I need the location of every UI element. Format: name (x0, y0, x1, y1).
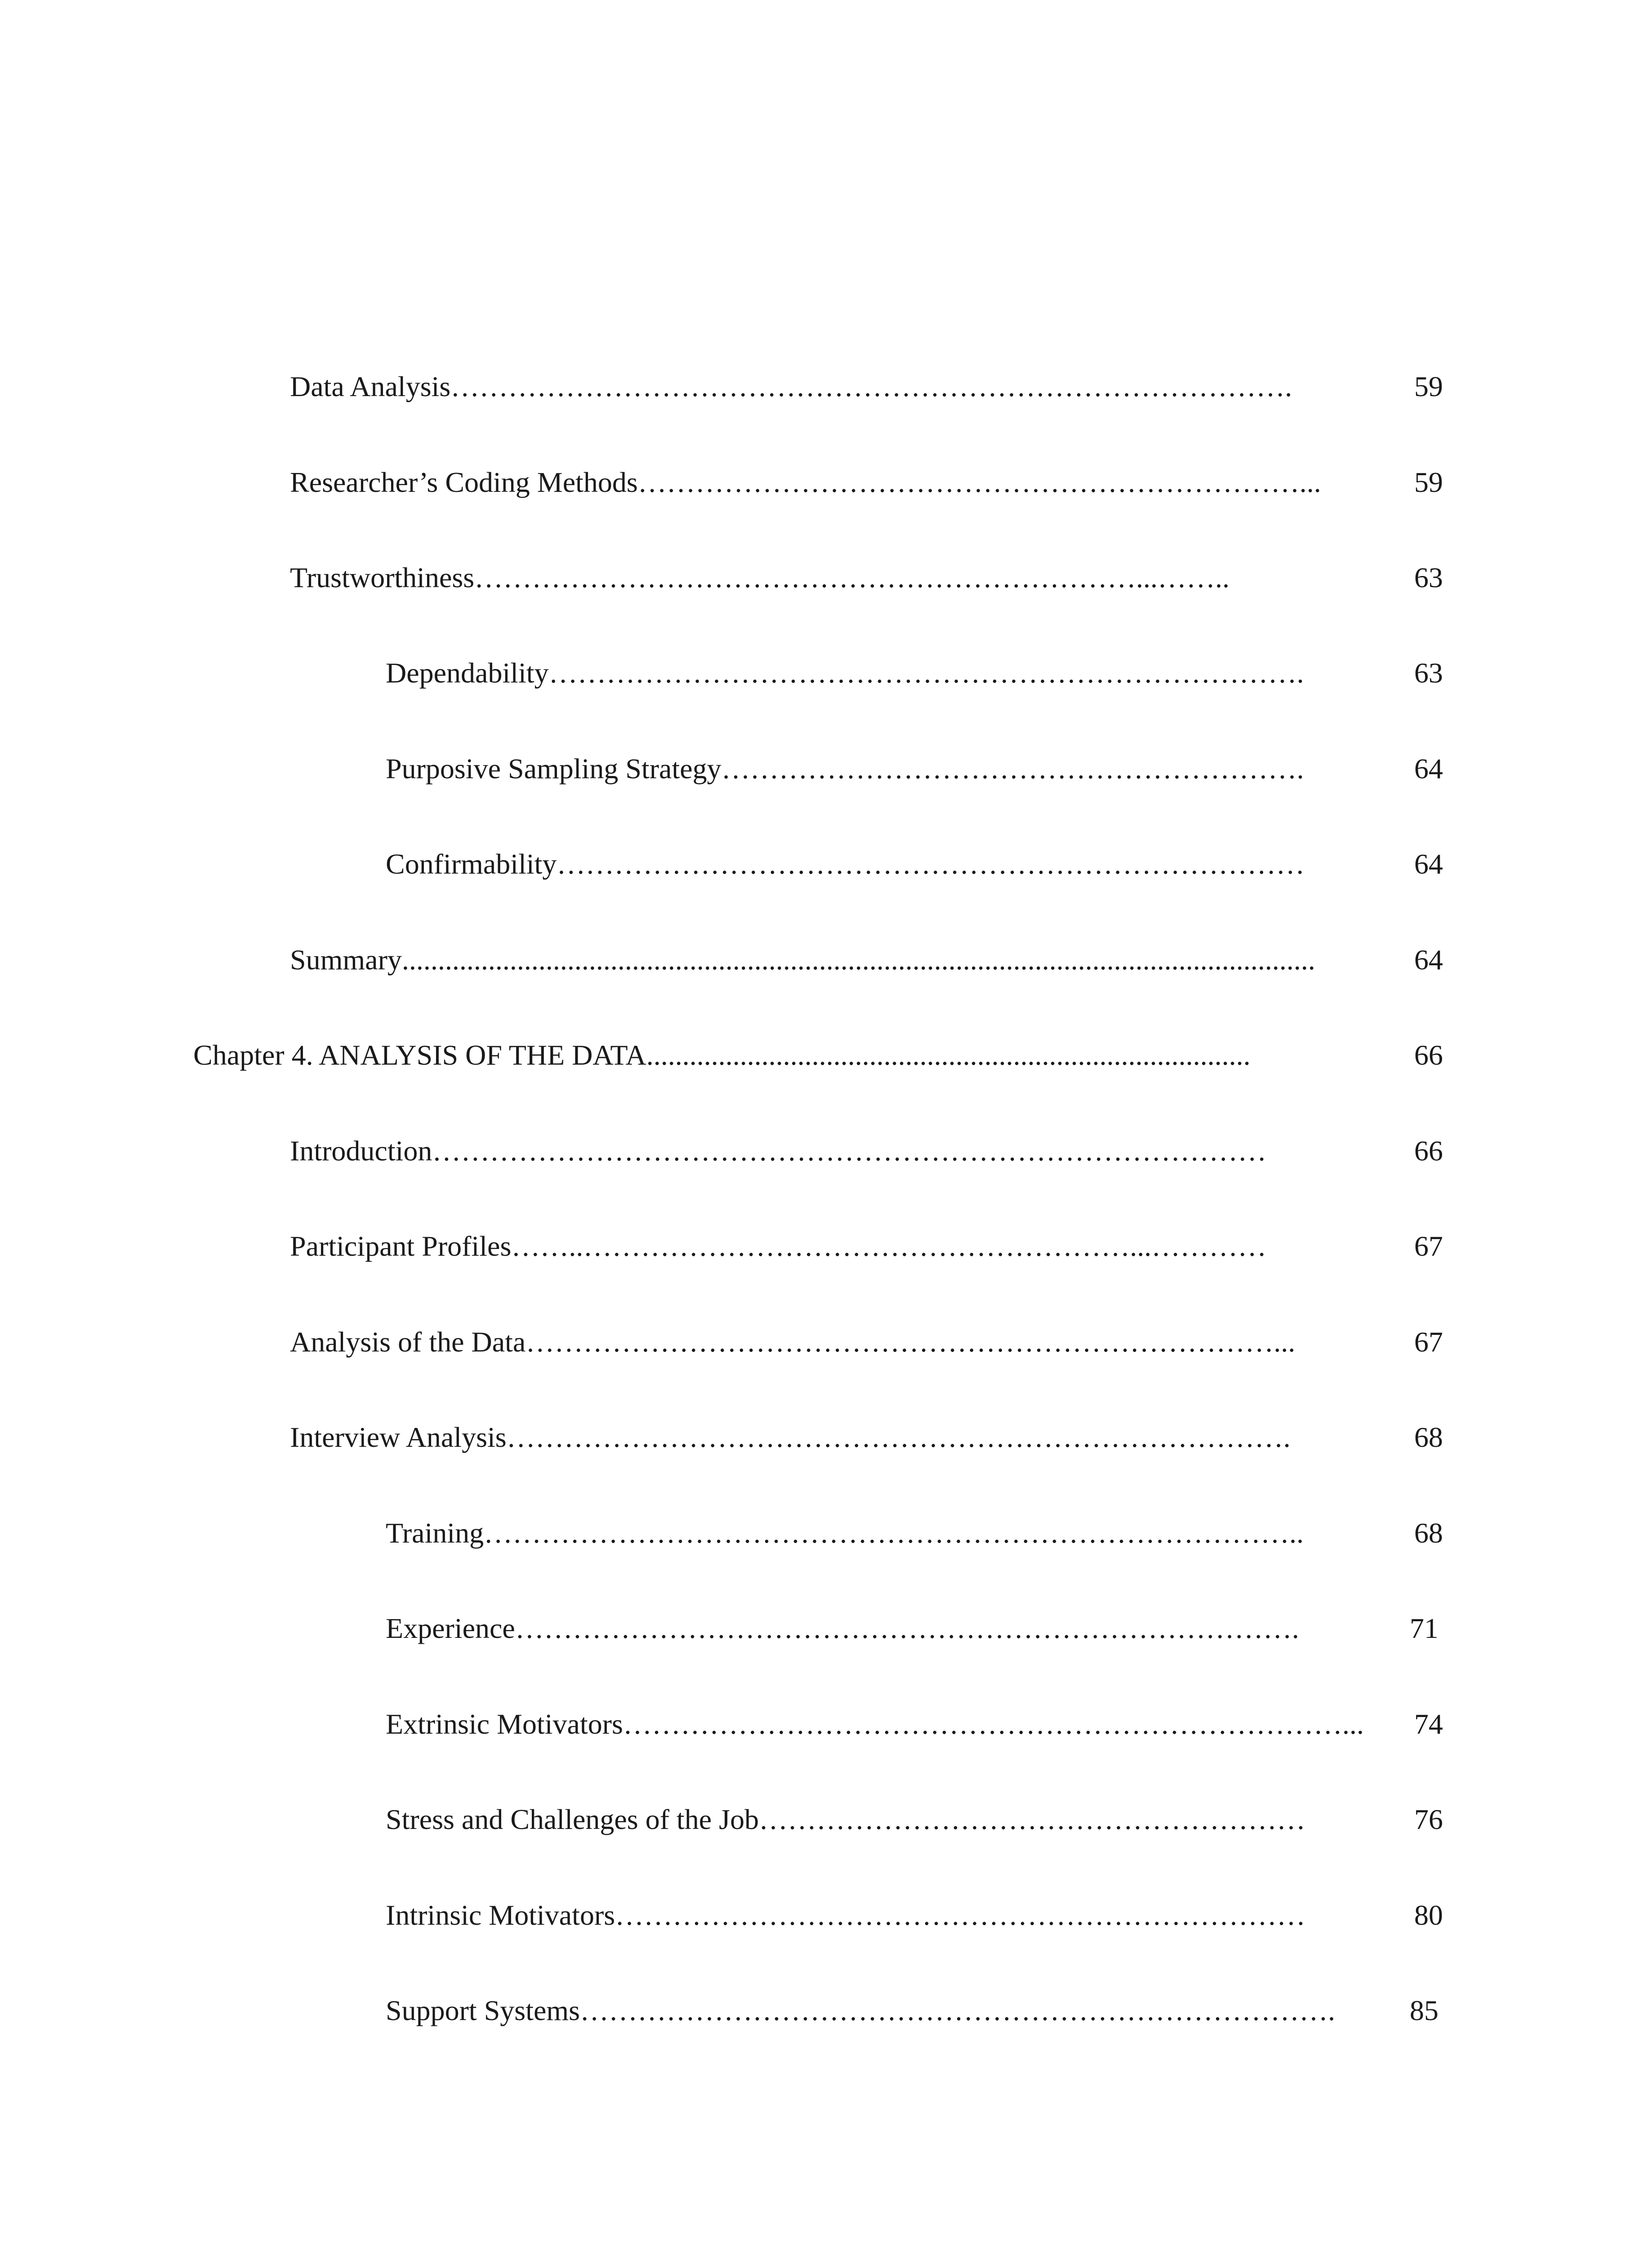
toc-dot-leader: ………………………………………………… (759, 1803, 1306, 1835)
toc-entry-confirmability (386, 846, 1443, 882)
toc-dot-leader: ............................................................................................................................... (401, 944, 1315, 976)
toc-entry-title: Interview Analysis (290, 1421, 507, 1453)
toc-dot-leader: ……………………………………………………………... (637, 466, 1321, 498)
toc-page-number: 59 (1414, 464, 1443, 500)
toc-dot-leader: …………………………………………………………………... (623, 1708, 1364, 1740)
toc-page-number: 71 (1410, 1610, 1438, 1646)
toc-entry-title: Experience (386, 1612, 515, 1644)
toc-dot-leader: ……………………………………………………………… (615, 1899, 1306, 1931)
toc-entry-title: Confirmability (386, 848, 557, 880)
toc-page-number: 66 (1414, 1037, 1443, 1073)
toc-page-number: 76 (1414, 1802, 1443, 1838)
toc-entry-dependability (386, 655, 1443, 691)
toc-page-number: 63 (1414, 655, 1443, 691)
toc-page-number: 67 (1414, 1324, 1443, 1360)
toc-entry-experience (386, 1610, 1438, 1646)
toc-entry-title: Training (386, 1517, 484, 1549)
toc-dot-leader: ……………………………………………………………………... (525, 1326, 1296, 1358)
toc-page-number: 85 (1410, 1993, 1438, 2029)
toc-entry-title: Dependability (386, 657, 549, 689)
toc-entry-introduction (290, 1133, 1443, 1169)
toc-entry-participant-profiles (290, 1228, 1443, 1264)
toc-entry-training (386, 1515, 1443, 1551)
toc-dot-leader: ………………………………………………………………………….. (484, 1517, 1304, 1549)
toc-entry-title: Support Systems (386, 1994, 580, 2026)
toc-page-number: 63 (1414, 560, 1443, 596)
toc-entry-interview-analysis (290, 1419, 1443, 1455)
toc-page-number: 59 (1414, 369, 1443, 405)
toc-dot-leader: ……………………………………………………………………. (580, 1994, 1336, 2026)
toc-dot-leader: ……………………………………………………………………………. (450, 370, 1292, 402)
toc-entry-researchers-coding-methods (290, 464, 1443, 500)
toc-dot-leader: ……………………………………………………. (721, 753, 1304, 785)
toc-dot-leader: ……..…………………………………………………...………… (511, 1230, 1267, 1262)
toc-entry-extrinsic-motivators (386, 1706, 1443, 1742)
toc-dot-leader: ……………………………………………………………...…….. (474, 562, 1230, 593)
toc-dot-leader: ………………………………………………………………………. (506, 1421, 1291, 1453)
toc-page-number: 64 (1414, 751, 1443, 787)
toc-entry-title: Participant Profiles (290, 1230, 512, 1262)
toc-page-number: 74 (1414, 1706, 1443, 1742)
toc-dot-leader: …………………………………………………………………… (557, 848, 1305, 880)
toc-entry-title: Summary (290, 944, 402, 976)
toc-dot-leader: .................................................................................... (646, 1039, 1251, 1071)
toc-entry-purposive-sampling-strategy (386, 751, 1443, 787)
toc-entry-chapter-4 (193, 1037, 1443, 1073)
toc-dot-leader: …………………………………………………………………………… (432, 1135, 1267, 1167)
toc-page-number: 68 (1414, 1515, 1443, 1551)
toc-entry-intrinsic-motivators (386, 1897, 1443, 1933)
toc-page-number: 68 (1414, 1419, 1443, 1455)
toc-page-number: 80 (1414, 1897, 1443, 1933)
toc-page-number: 66 (1414, 1133, 1443, 1169)
toc-entry-analysis-of-the-data (290, 1324, 1443, 1360)
toc-entry-title: Stress and Challenges of the Job (386, 1803, 759, 1835)
toc-entry-title: Purposive Sampling Strategy (386, 753, 721, 785)
toc-page-number: 64 (1414, 942, 1443, 978)
toc-dot-leader: ………………………………………………………………………. (515, 1612, 1299, 1644)
toc-entry-title: Trustworthiness (290, 562, 475, 593)
toc-entry-support-systems (386, 1993, 1438, 2029)
toc-chapter-title: Chapter 4. ANALYSIS OF THE DATA (193, 1039, 646, 1071)
toc-page-number: 64 (1414, 846, 1443, 882)
toc-entry-title: Intrinsic Motivators (386, 1899, 615, 1931)
toc-entry-title: Introduction (290, 1135, 432, 1167)
toc-entry-stress-and-challenges (386, 1802, 1443, 1838)
toc-entry-summary (290, 942, 1443, 978)
toc-entry-trustworthiness (290, 560, 1443, 596)
toc-entry-data-analysis (290, 369, 1443, 405)
toc-entry-title: Extrinsic Motivators (386, 1708, 623, 1740)
toc-entry-title: Researcher’s Coding Methods (290, 466, 638, 498)
toc-entry-title: Data Analysis (290, 370, 451, 402)
toc-dot-leader: ……………………………………………………………………. (548, 657, 1304, 689)
toc-entry-title: Analysis of the Data (290, 1326, 526, 1358)
toc-page-number: 67 (1414, 1228, 1443, 1264)
